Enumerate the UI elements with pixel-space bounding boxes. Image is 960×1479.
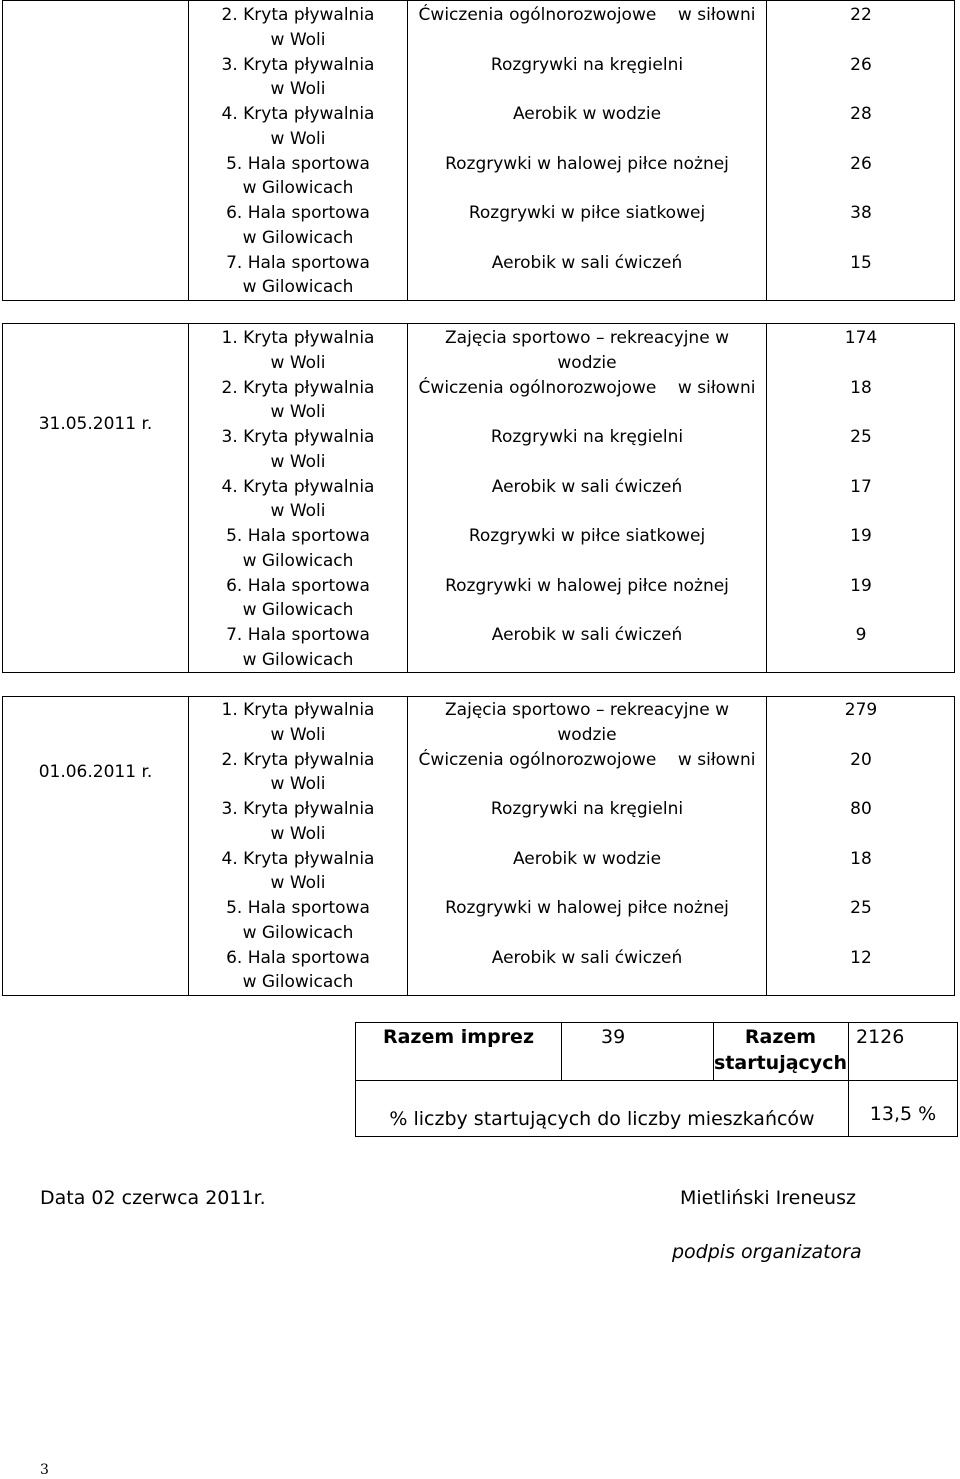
venue-line: 2. Kryta pływalnia bbox=[221, 377, 375, 398]
venue-line: w Woli bbox=[270, 823, 326, 844]
venue-line: w Gilowicach bbox=[242, 922, 354, 943]
venue-cell bbox=[189, 425, 407, 474]
table-row bbox=[3, 425, 954, 475]
table-row bbox=[3, 376, 954, 426]
table-row bbox=[3, 152, 954, 202]
participant-count-cell: 38 bbox=[850, 203, 872, 223]
participant-count-cell: 12 bbox=[850, 947, 872, 968]
participant-count-cell: 18 bbox=[850, 377, 872, 398]
activity-cell bbox=[408, 946, 766, 971]
venue-line: 5. Hala sportowa bbox=[226, 898, 370, 918]
venue-line: w Woli bbox=[270, 128, 326, 149]
date-cell: 31.05.2011 r. bbox=[38, 414, 153, 434]
venue-cell bbox=[189, 748, 407, 797]
percent-label: % liczby startujących do liczby mieszkańców bbox=[389, 1108, 815, 1130]
table-row bbox=[3, 946, 954, 996]
table-row bbox=[3, 102, 954, 152]
participant-count-cell: 26 bbox=[850, 54, 872, 75]
activity-cell bbox=[408, 326, 766, 375]
activity-line: Aerobik w sali ćwiczeń bbox=[491, 476, 683, 497]
activity-line: wodzie bbox=[557, 724, 617, 745]
venue-line: 6. Hala sportowa bbox=[226, 947, 370, 968]
venue-line: 4. Kryta pływalnia bbox=[221, 104, 375, 124]
table-block-3 bbox=[2, 696, 955, 996]
activity-cell bbox=[408, 376, 766, 401]
events-value: 39 bbox=[601, 1026, 626, 1048]
venue-line: w Woli bbox=[270, 724, 326, 745]
page-number: 3 bbox=[40, 1462, 49, 1478]
venue-line: w Gilowicach bbox=[242, 972, 354, 992]
activity-cell bbox=[408, 797, 766, 822]
venue-cell bbox=[189, 152, 407, 201]
table-row bbox=[3, 896, 954, 946]
table-row bbox=[3, 847, 954, 897]
activity-line: Zajęcia sportowo – rekreacyjne w bbox=[445, 700, 729, 720]
venue-line: 7. Hala sportowa bbox=[226, 625, 370, 645]
activity-line: Rozgrywki na kręgielni bbox=[490, 54, 684, 75]
participant-count-cell: 19 bbox=[850, 526, 872, 546]
summary-table bbox=[355, 1022, 958, 1137]
table-row bbox=[3, 748, 954, 798]
table-row bbox=[3, 201, 954, 251]
participant-count-cell: 15 bbox=[850, 252, 872, 273]
percent-value: 13,5 % bbox=[869, 1103, 937, 1125]
table-row bbox=[3, 3, 954, 53]
participant-count-cell: 18 bbox=[850, 848, 872, 869]
venue-line: 5. Hala sportowa bbox=[226, 526, 370, 546]
activity-line: Aerobik w wodzie bbox=[512, 104, 662, 124]
activity-cell bbox=[408, 698, 766, 747]
activity-line: Ćwiczenia ogólnorozwojowe w siłowni bbox=[418, 5, 756, 25]
venue-line: w Woli bbox=[270, 501, 326, 521]
venue-line: 6. Hala sportowa bbox=[226, 575, 370, 596]
activity-cell bbox=[408, 152, 766, 177]
table-row bbox=[3, 326, 954, 376]
activity-line: Aerobik w wodzie bbox=[512, 848, 662, 869]
venue-cell bbox=[189, 698, 407, 747]
activity-line: Aerobik w sali ćwiczeń bbox=[491, 625, 683, 645]
activity-line: Zajęcia sportowo – rekreacyjne w bbox=[445, 328, 729, 348]
venue-line: 3. Kryta pływalnia bbox=[221, 427, 375, 447]
venue-cell bbox=[189, 3, 407, 52]
table-block-2 bbox=[2, 323, 955, 673]
activity-line: Rozgrywki w halowej piłce nożnej bbox=[445, 575, 729, 596]
table-row bbox=[3, 251, 954, 301]
venue-line: 5. Hala sportowa bbox=[226, 153, 370, 174]
venue-line: w Gilowicach bbox=[242, 227, 354, 248]
events-label: Razem imprez bbox=[382, 1026, 535, 1048]
venue-cell bbox=[189, 524, 407, 573]
table-row bbox=[3, 574, 954, 624]
activity-cell bbox=[408, 425, 766, 450]
activity-cell bbox=[408, 847, 766, 872]
activity-cell bbox=[408, 574, 766, 599]
table-row bbox=[3, 524, 954, 574]
activity-line: Rozgrywki w piłce siatkowej bbox=[468, 526, 706, 546]
organizer-name: Mietliński Ireneusz bbox=[680, 1187, 856, 1209]
venue-line: 4. Kryta pływalnia bbox=[221, 848, 375, 869]
activity-line: Rozgrywki w halowej piłce nożnej bbox=[445, 898, 729, 918]
activity-cell bbox=[408, 102, 766, 127]
participants-label-1: Razem bbox=[744, 1026, 817, 1048]
venue-line: w Gilowicach bbox=[242, 600, 354, 620]
activity-line: Rozgrywki na kręgielni bbox=[490, 799, 684, 819]
venue-line: w Woli bbox=[270, 873, 326, 893]
venue-cell bbox=[189, 53, 407, 102]
venue-line: w Woli bbox=[270, 29, 326, 50]
activity-cell bbox=[408, 3, 766, 28]
participant-count-cell: 19 bbox=[850, 575, 872, 596]
participant-count-cell: 20 bbox=[850, 749, 872, 770]
table-row bbox=[3, 623, 954, 673]
participant-count-cell: 25 bbox=[850, 427, 872, 447]
activity-cell bbox=[408, 896, 766, 921]
activity-cell bbox=[408, 524, 766, 549]
venue-line: w Gilowicach bbox=[242, 550, 354, 571]
activity-line: Rozgrywki na kręgielni bbox=[490, 427, 684, 447]
venue-line: 1. Kryta pływalnia bbox=[221, 328, 375, 348]
venue-line: 6. Hala sportowa bbox=[226, 203, 370, 223]
venue-cell bbox=[189, 251, 407, 300]
document-date: Data 02 czerwca 2011r. bbox=[40, 1187, 266, 1209]
activity-line: Ćwiczenia ogólnorozwojowe w siłowni bbox=[418, 377, 756, 398]
participant-count-cell: 28 bbox=[850, 104, 872, 124]
venue-cell bbox=[189, 102, 407, 151]
participant-count-cell: 26 bbox=[850, 153, 872, 174]
table-row bbox=[3, 698, 954, 748]
venue-line: 7. Hala sportowa bbox=[226, 252, 370, 273]
venue-cell bbox=[189, 475, 407, 524]
venue-line: w Woli bbox=[270, 451, 326, 472]
activity-cell bbox=[408, 251, 766, 276]
participant-count-cell: 22 bbox=[850, 5, 872, 25]
table-row bbox=[3, 475, 954, 525]
table-block-1 bbox=[2, 0, 955, 301]
venue-cell bbox=[189, 574, 407, 623]
activity-cell bbox=[408, 53, 766, 78]
venue-cell bbox=[189, 946, 407, 995]
venue-cell bbox=[189, 896, 407, 945]
participants-value: 2126 bbox=[856, 1026, 905, 1048]
venue-line: 3. Kryta pływalnia bbox=[221, 799, 375, 819]
participant-count-cell: 25 bbox=[850, 898, 872, 918]
participant-count-cell: 174 bbox=[844, 328, 878, 348]
participant-count-cell: 17 bbox=[850, 476, 872, 497]
activity-line: Rozgrywki w halowej piłce nożnej bbox=[445, 153, 729, 174]
venue-line: w Woli bbox=[270, 352, 326, 373]
signature-caption: podpis organizatora bbox=[672, 1241, 862, 1263]
venue-line: w Woli bbox=[270, 402, 326, 422]
venue-line: w Woli bbox=[270, 79, 326, 99]
activity-cell bbox=[408, 623, 766, 648]
participant-count-cell: 279 bbox=[844, 700, 878, 720]
activity-cell bbox=[408, 475, 766, 500]
venue-cell bbox=[189, 201, 407, 250]
participants-label-2: startujących bbox=[714, 1052, 847, 1074]
venue-line: w Gilowicach bbox=[242, 277, 354, 297]
venue-line: 2. Kryta pływalnia bbox=[221, 749, 375, 770]
date-cell: 01.06.2011 r. bbox=[38, 762, 153, 782]
participant-count-cell: 9 bbox=[855, 625, 867, 645]
venue-line: 3. Kryta pływalnia bbox=[221, 54, 375, 75]
activity-cell bbox=[408, 748, 766, 773]
venue-line: w Woli bbox=[270, 774, 326, 794]
table-row bbox=[3, 53, 954, 103]
venue-cell bbox=[189, 623, 407, 672]
venue-cell bbox=[189, 376, 407, 425]
activity-line: Ćwiczenia ogólnorozwojowe w siłowni bbox=[418, 749, 756, 770]
venue-cell bbox=[189, 797, 407, 846]
venue-line: 1. Kryta pływalnia bbox=[221, 700, 375, 720]
participant-count-cell: 80 bbox=[850, 799, 872, 819]
venue-line: 4. Kryta pływalnia bbox=[221, 476, 375, 497]
venue-line: w Gilowicach bbox=[242, 649, 354, 670]
activity-line: Rozgrywki w piłce siatkowej bbox=[468, 203, 706, 223]
venue-line: 2. Kryta pływalnia bbox=[221, 5, 375, 25]
activity-line: Aerobik w sali ćwiczeń bbox=[491, 947, 683, 968]
activity-line: Aerobik w sali ćwiczeń bbox=[491, 252, 683, 273]
venue-line: w Gilowicach bbox=[242, 178, 354, 198]
activity-line: wodzie bbox=[557, 352, 617, 373]
table-row bbox=[3, 797, 954, 847]
venue-cell bbox=[189, 326, 407, 375]
activity-cell bbox=[408, 201, 766, 226]
venue-cell bbox=[189, 847, 407, 896]
